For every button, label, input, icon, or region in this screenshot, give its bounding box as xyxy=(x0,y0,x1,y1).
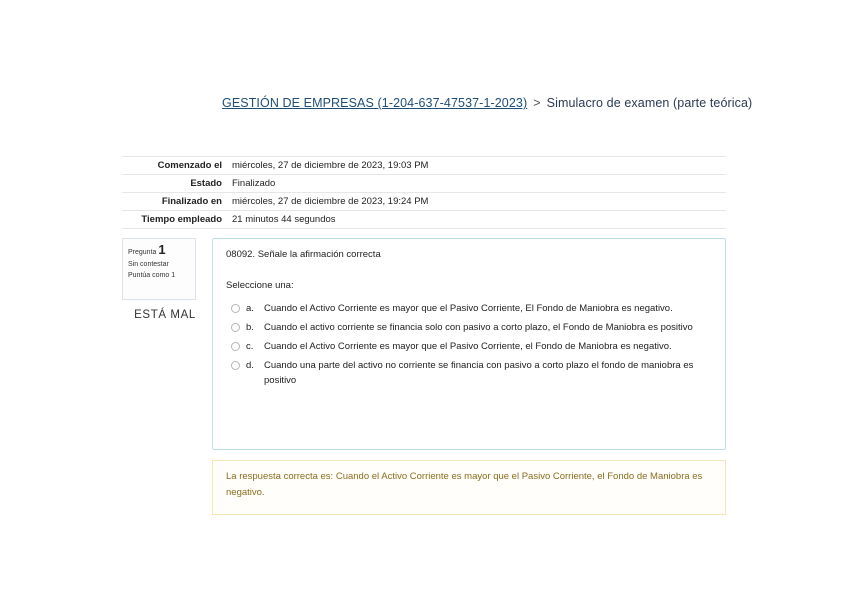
feedback-text: La respuesta correcta es: Cuando el Activo Corriente es mayor que el Pasivo Corriente, el Fondo de Maniobra es negativo. xyxy=(226,471,703,498)
breadcrumb-current-page: Simulacro de examen (parte teórica) xyxy=(546,96,753,110)
radio-button-icon[interactable] xyxy=(231,323,240,332)
summary-label: Finalizado en xyxy=(161,196,222,207)
question-number-label: Pregunta xyxy=(128,249,157,256)
summary-row-time-taken xyxy=(122,211,726,229)
question-grade: Puntúa como 1 xyxy=(128,272,176,279)
question-content-box xyxy=(212,238,726,450)
answer-option-d[interactable] xyxy=(231,358,711,388)
breadcrumb-course-link[interactable]: GESTIÓN DE EMPRESAS (1-204-637-47537-1-2023) xyxy=(222,96,528,110)
summary-label: Comenzado el xyxy=(157,160,222,171)
summary-value: miércoles, 27 de diciembre de 2023, 19:03 PM xyxy=(232,160,429,171)
summary-value: 21 minutos 44 segundos xyxy=(232,214,336,225)
breadcrumb xyxy=(222,96,752,110)
answer-option-c[interactable] xyxy=(231,339,711,354)
question-number xyxy=(123,239,195,258)
radio-button-icon[interactable] xyxy=(231,342,240,351)
summary-value: miércoles, 27 de diciembre de 2023, 19:24 PM xyxy=(232,196,429,207)
answer-options xyxy=(231,301,711,392)
attempt-summary-table xyxy=(122,156,726,229)
radio-button-icon[interactable] xyxy=(231,361,240,370)
question-info-box xyxy=(122,238,196,300)
radio-button-icon[interactable] xyxy=(231,304,240,313)
breadcrumb-separator: > xyxy=(533,96,541,110)
option-text: Cuando el Activo Corriente es mayor que el Pasivo Corriente, El Fondo de Maniobra es negativo. xyxy=(264,303,673,314)
option-letter: c. xyxy=(246,341,254,352)
summary-row-finished xyxy=(122,193,726,211)
option-letter: a. xyxy=(246,303,254,314)
correct-answer-feedback xyxy=(212,460,726,515)
answer-prompt: Seleccione una: xyxy=(226,280,294,291)
question-state: Sin contestar xyxy=(128,261,169,268)
option-text: Cuando el activo corriente se financia solo con pasivo a corto plazo, el Fondo de Maniobra es positivo xyxy=(264,322,693,333)
answer-option-a[interactable] xyxy=(231,301,711,316)
summary-label: Estado xyxy=(190,178,222,189)
summary-row-state xyxy=(122,175,726,193)
option-letter: d. xyxy=(246,360,254,371)
option-text: Cuando una parte del activo no corriente se financia con pasivo a corto plazo el fondo de maniobra es positivo xyxy=(264,360,694,386)
summary-label: Tiempo empleado xyxy=(141,214,222,225)
summary-row-started xyxy=(122,157,726,175)
option-text: Cuando el Activo Corriente es mayor que el Pasivo Corriente, el Fondo de Maniobra es negativo. xyxy=(264,341,672,352)
option-letter: b. xyxy=(246,322,254,333)
answer-option-b[interactable] xyxy=(231,320,711,335)
question-result-label: ESTÁ MAL xyxy=(134,309,196,321)
summary-value: Finalizado xyxy=(232,178,276,189)
question-number-value: 1 xyxy=(158,242,166,257)
question-text: 08092. Señale la afirmación correcta xyxy=(226,249,381,260)
